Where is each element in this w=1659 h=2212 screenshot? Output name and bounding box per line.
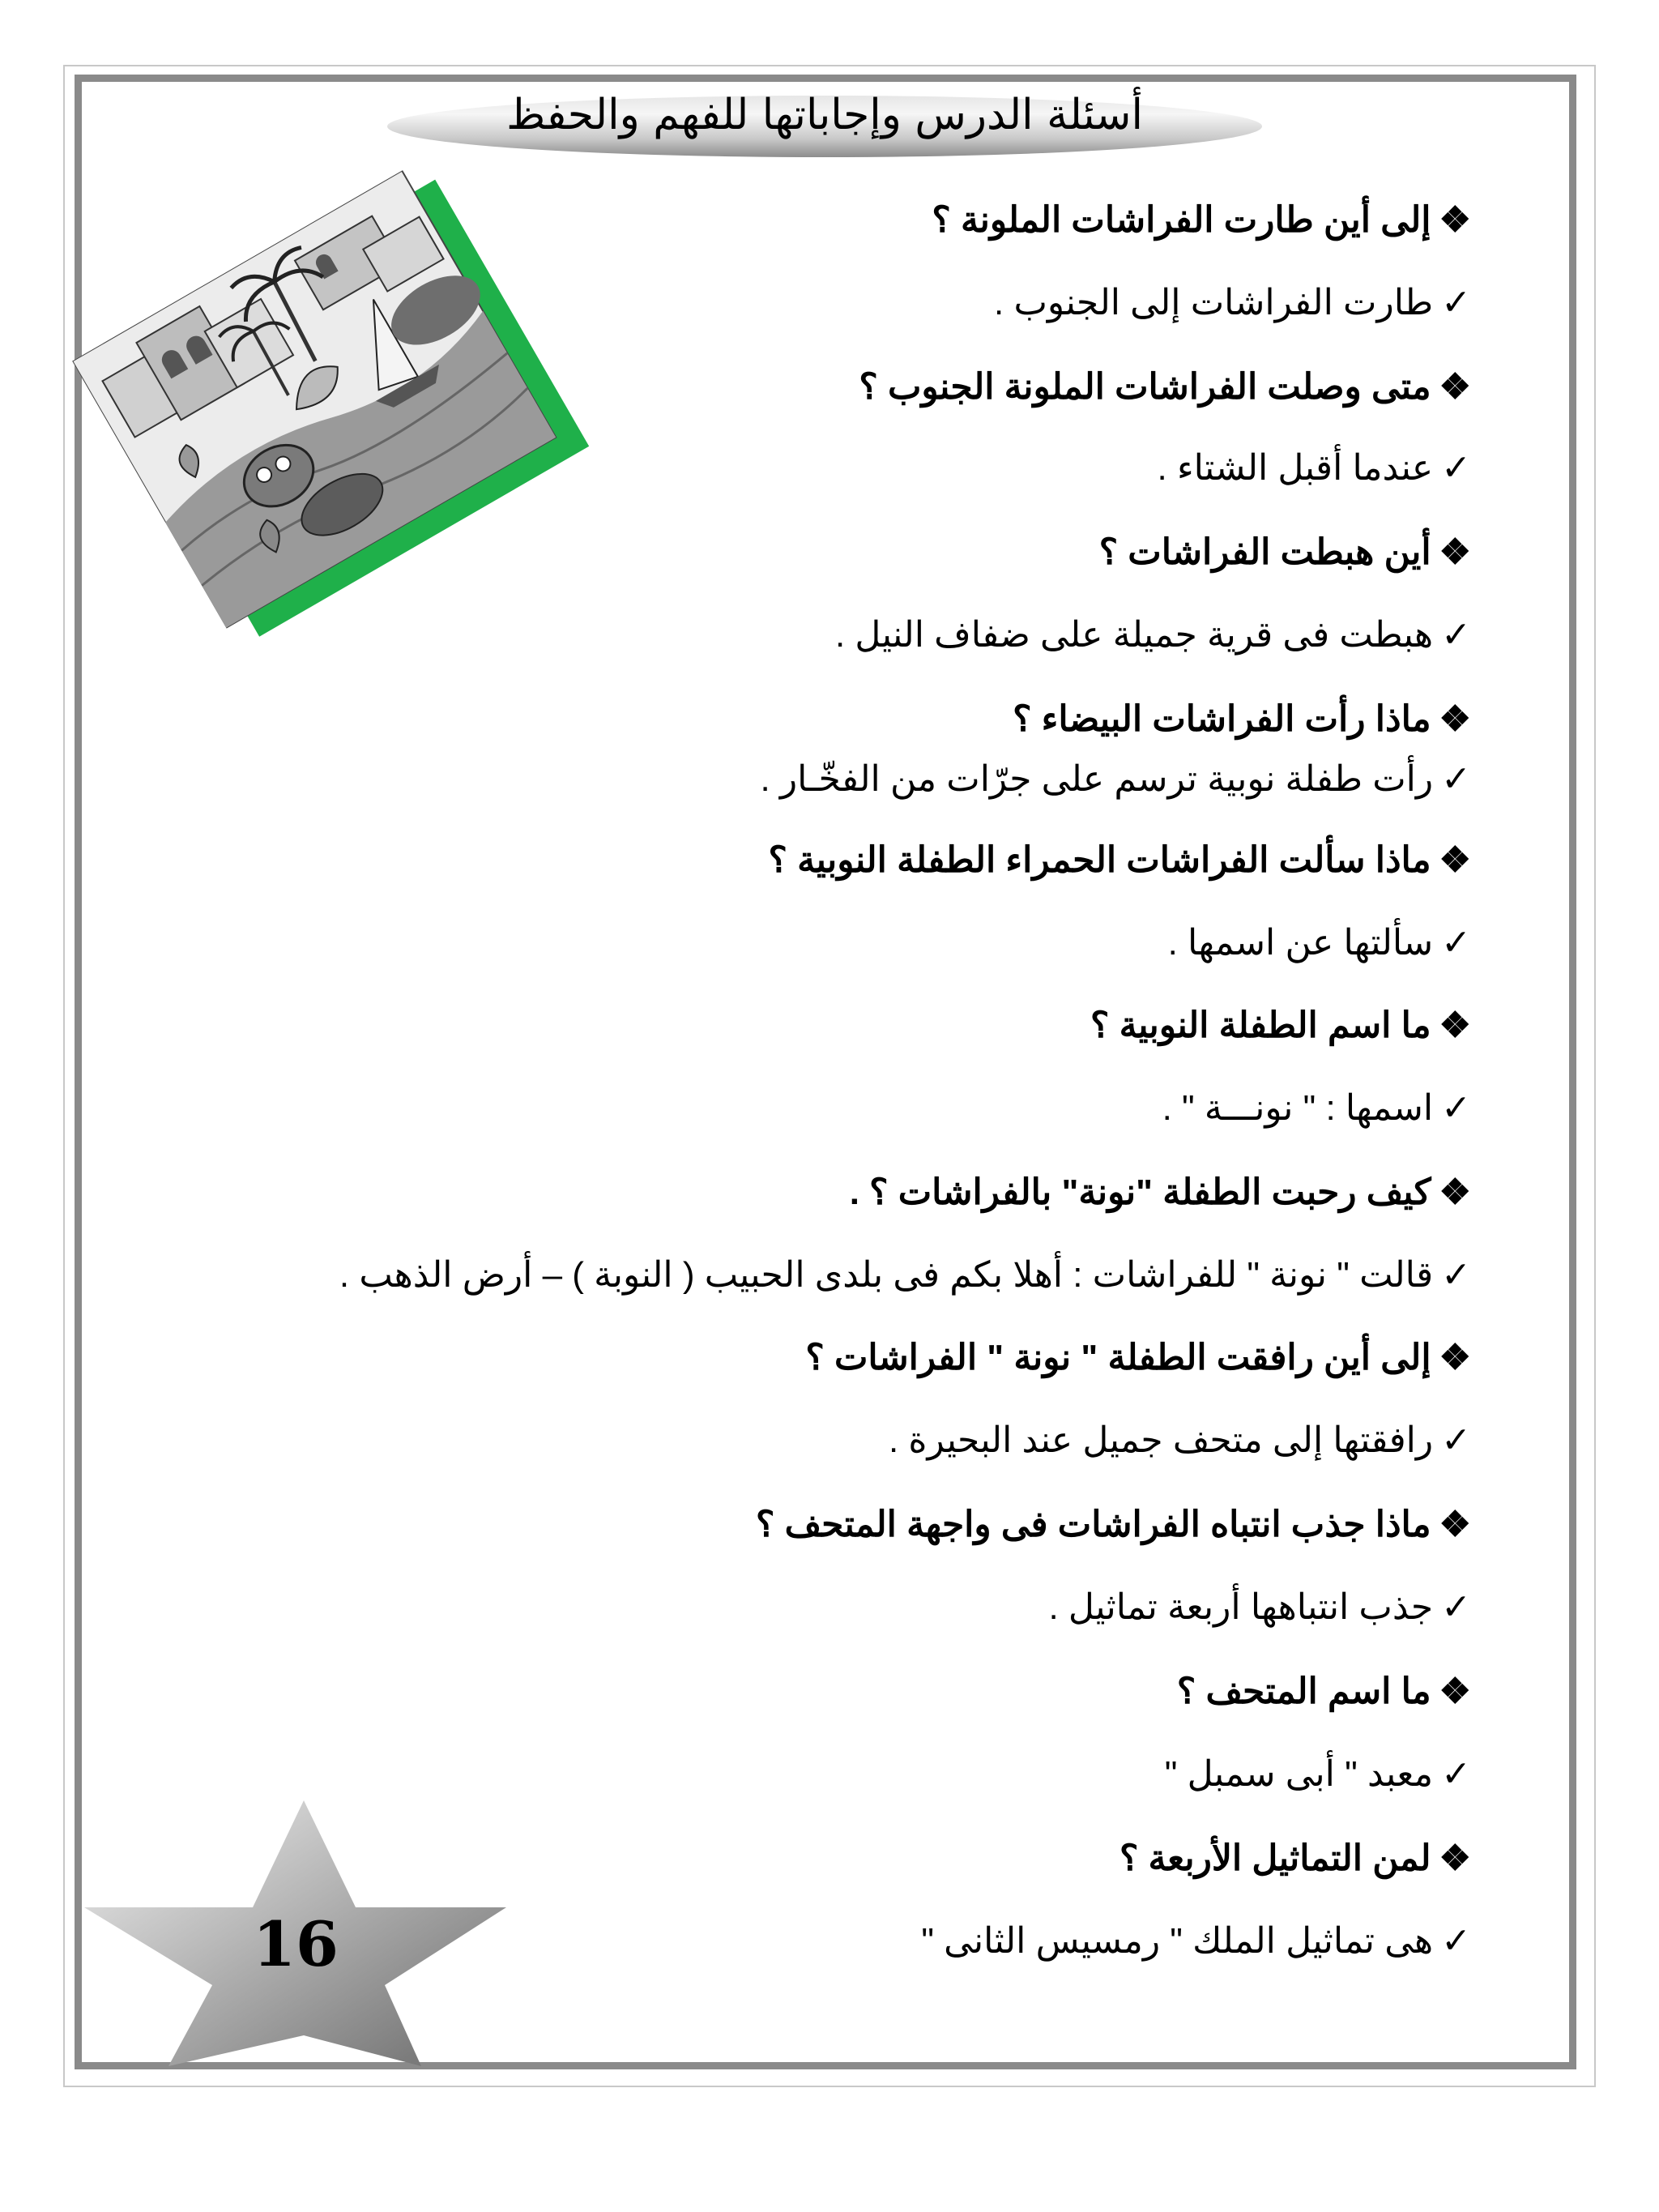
- question-6: ❖ما اسم الطفلة النوبية ؟: [1090, 1001, 1471, 1050]
- answer-11: ✓هى تماثيل الملك " رمسيس الثانى ": [921, 1917, 1471, 1966]
- answer-10: ✓معبد " أبى سمبل ": [1165, 1750, 1471, 1799]
- question-2: ❖متى وصلت الفراشات الملونة الجنوب ؟: [859, 363, 1471, 412]
- answer-5: ✓سألتها عن اسمها .: [1168, 919, 1471, 967]
- answer-1: ✓طارت الفراشات إلى الجنوب .: [994, 279, 1471, 327]
- question-3: ❖أين هبطت الفراشات ؟: [1099, 528, 1471, 577]
- question-10: ❖ما اسم المتحف ؟: [1177, 1668, 1471, 1716]
- question-7: ❖كيف رحبت الطفلة "نونة" بالفراشات ؟ .: [850, 1168, 1471, 1217]
- question-4: ❖ماذا رأت الفراشات البيضاء ؟: [1013, 695, 1471, 744]
- answer-3: ✓هبطت فى قرية جميلة على ضفاف النيل .: [835, 611, 1471, 660]
- checkmark-icon: ✓: [1441, 615, 1471, 655]
- star-icon: [81, 1799, 510, 2212]
- answer-7: ✓قالت " نونة " للفراشات : أهلا بكم فى بلدى الحبيب ( النوبة ) – أرض الذهب .: [339, 1251, 1471, 1300]
- question-bullet-icon: ❖: [1439, 1505, 1471, 1544]
- checkmark-icon: ✓: [1441, 1587, 1471, 1627]
- question-bullet-icon: ❖: [1439, 200, 1471, 240]
- page-number: 16: [253, 1908, 339, 1980]
- answer-4: ✓رأت طفلة نوبية ترسم على جرّات من الفخّـار .: [760, 755, 1471, 804]
- answer-9: ✓جذب انتباهها أربعة تماثيل .: [1048, 1583, 1471, 1632]
- checkmark-icon: ✓: [1441, 1255, 1471, 1295]
- checkmark-icon: ✓: [1441, 923, 1471, 963]
- question-bullet-icon: ❖: [1439, 367, 1471, 407]
- question-bullet-icon: ❖: [1439, 1672, 1471, 1711]
- checkmark-icon: ✓: [1441, 1921, 1471, 1961]
- page-title: أسئلة الدرس وإجاباتها للفهم والحفظ: [506, 91, 1143, 139]
- checkmark-icon: ✓: [1441, 283, 1471, 322]
- checkmark-icon: ✓: [1441, 1088, 1471, 1128]
- question-bullet-icon: ❖: [1439, 840, 1471, 880]
- question-9: ❖ماذا جذب انتباه الفراشات فى واجهة المتحف ؟: [756, 1501, 1471, 1549]
- question-bullet-icon: ❖: [1439, 1006, 1471, 1045]
- question-bullet-icon: ❖: [1439, 699, 1471, 739]
- question-bullet-icon: ❖: [1439, 1338, 1471, 1377]
- checkmark-icon: ✓: [1441, 1754, 1471, 1794]
- question-bullet-icon: ❖: [1439, 1172, 1471, 1212]
- question-5: ❖ماذا سألت الفراشات الحمراء الطفلة النوبية ؟: [769, 836, 1471, 885]
- answer-8: ✓رافقتها إلى متحف جميل عند البحيرة .: [889, 1416, 1471, 1465]
- answer-6: ✓اسمها : " نونـــة " .: [1162, 1084, 1471, 1133]
- question-8: ❖إلى أين رافقت الطفلة " نونة " الفراشات ؟: [805, 1334, 1471, 1382]
- checkmark-icon: ✓: [1441, 1420, 1471, 1460]
- checkmark-icon: ✓: [1441, 759, 1471, 799]
- question-1: ❖إلى أين طارت الفراشات الملونة ؟: [932, 196, 1471, 245]
- question-11: ❖لمن التماثيل الأربعة ؟: [1120, 1834, 1471, 1883]
- question-bullet-icon: ❖: [1439, 532, 1471, 572]
- checkmark-icon: ✓: [1441, 448, 1471, 488]
- question-bullet-icon: ❖: [1439, 1838, 1471, 1878]
- answer-2: ✓عندما أقبل الشتاء .: [1158, 444, 1472, 493]
